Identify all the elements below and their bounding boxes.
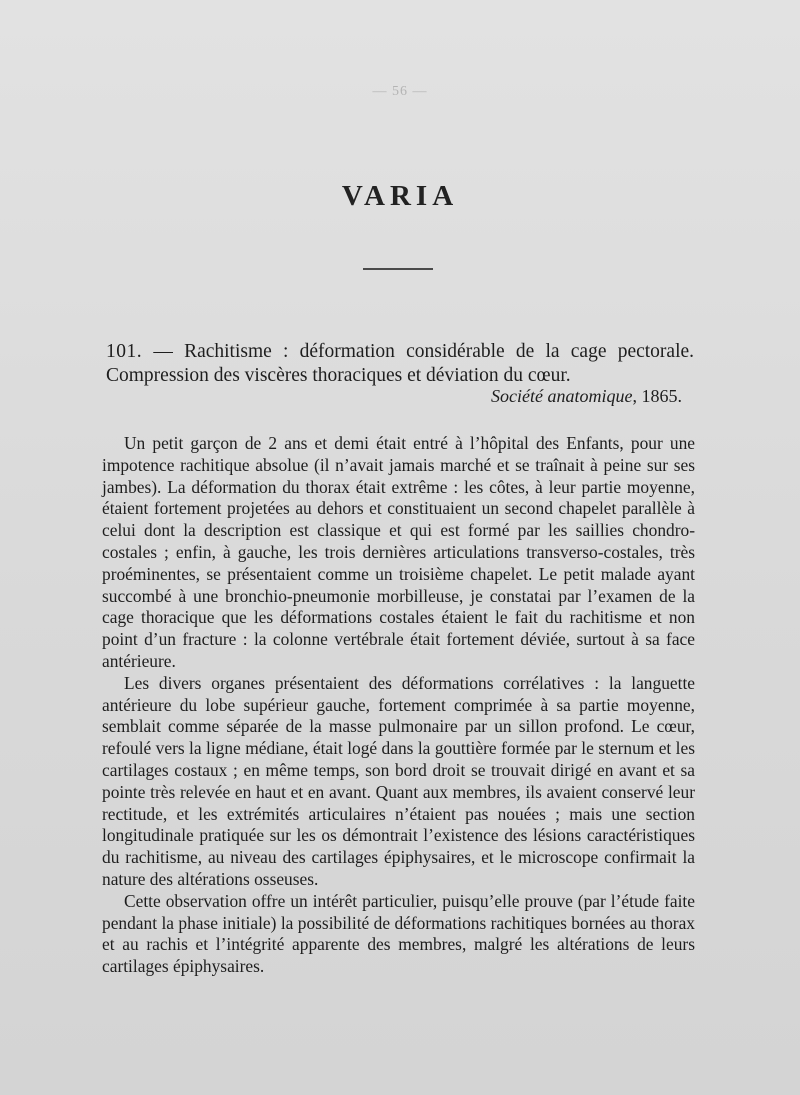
article-heading: [106, 340, 694, 388]
source-name: Société anatomique: [491, 386, 633, 406]
body-paragraph-1: Un petit garçon de 2 ans et demi était entré à l’hôpital des Enfants, pour une impotence rachitique absolue (il n’avait jamais marché et se traînait à peine sur ses jambes). La déformation du thorax était extrême : les côtes, à leur partie moyenne, étaient fortement projetées au dehors et constituaient un second chapelet parallèle à celui dont la description est classique et qui est formé par les saillies chondro-costales ; enfin, à gauche, les trois dernières articulations transverso-costales, très proéminentes, se présentaient comme un troisième chapelet. Le petit malade ayant succombé à une bronchio-pneumonie morbilleuse, je constatai par l’examen de la cage thoracique que les déformations costales étaient le fait du rachitisme et non point d’un fracture : la colonne vertébrale était fortement déviée, surtout à sa face antérieure.: [102, 433, 695, 671]
article-body: [102, 433, 695, 978]
page-number: — 56 —: [372, 84, 428, 99]
article-number: 101.: [106, 341, 143, 362]
body-paragraph-2: Les divers organes présentaient des déformations corrélatives : la languette antérieure du lobe supérieur gauche, fortement comprimée à sa partie moyenne, semblait comme séparée de la masse pulmonaire par un sillon profond. Le cœur, refoulé vers la ligne médiane, était logé dans la gouttière formée par le sternum et les cartilages costaux ; en même temps, son bord droit se trouvait dirigé en avant et sa pointe très relevée en haut et en avant. Quant aux membres, ils avaient conservé leur rectitude, et les extrémités articulaires n’étaient pas nouées ; mais une section longitudinale pratiquée sur les os démontrait l’existence des lésions caractéristiques du rachitisme, au niveau des cartilages épiphysaires, et le microscope confirmait la nature des altérations osseuses.: [102, 672, 695, 889]
source-year: 1865.: [641, 386, 682, 406]
article-source: Société anatomique, 1865.: [491, 386, 682, 406]
article-title: Rachitisme : déformation considérable de la cage pectorale. Compression des viscères thoraciques et déviation du cœur.: [106, 341, 695, 386]
heading-dash: —: [153, 341, 173, 362]
section-title: VARIA: [341, 180, 459, 212]
body-paragraph-3: Cette observation offre un intérêt particulier, puisqu’elle prouve (par l’étude faite pendant la phase initiale) la possibilité de déformations rachitiques bornées au thorax et au rachis et l’intégrité apparente des membres, malgré les altérations de leurs cartilages épiphysaires.: [102, 890, 695, 977]
title-divider: [363, 268, 433, 270]
